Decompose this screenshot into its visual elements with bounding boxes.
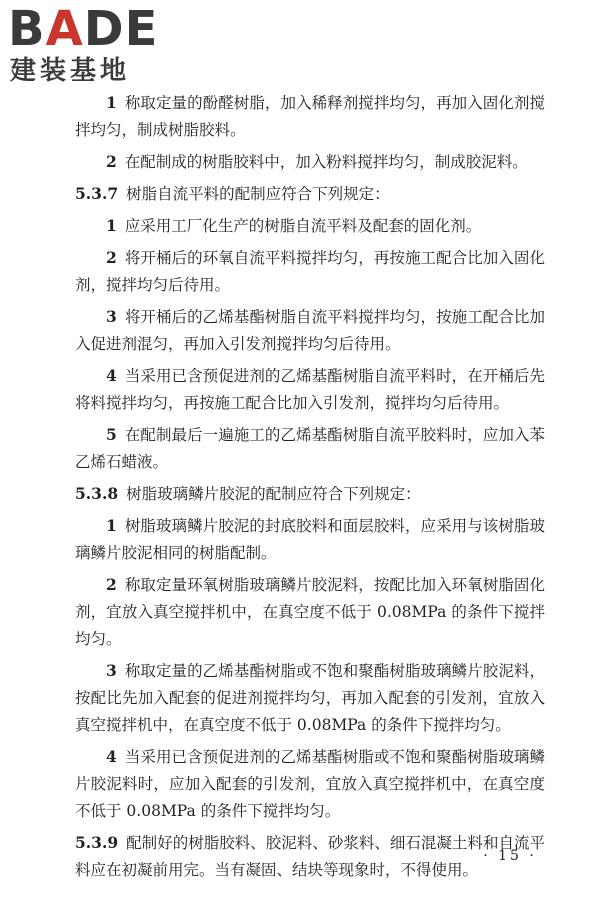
list-item: 2 将开桶后的环氧自流平料搅拌均匀，再按施工配合比加入固化剂，搅拌均匀后待用。	[75, 248, 545, 294]
section-heading: 5.3.9 配制好的树脂胶料、胶泥料、砂浆料、细石混凝土料和自流平料应在初凝前用完。当有凝固、结块等现象时，不得使用。	[75, 833, 545, 879]
logo-subtitle: 建装基地	[10, 56, 131, 86]
list-item: 3 称取定量的乙烯基酯树脂或不饱和聚酯树脂玻璃鳞片胶泥料，按配比先加入配套的促进剂搅拌均匀，再加入配套的引发剂，宜放入真空搅拌机中，在真空度不低于 0.08MPa 的条件下搅拌均匀。	[75, 661, 545, 734]
list-item: 4 当采用已含预促进剂的乙烯基酯树脂自流平料时，在开桶后先将料搅拌均匀，再按施工配合比加入引发剂，搅拌均匀后待用。	[75, 366, 545, 412]
logo-wordmark: BADE	[8, 1, 159, 57]
bade-logo	[8, 1, 178, 90]
list-item: 3 将开桶后的乙烯基酯树脂自流平料搅拌均匀，按施工配合比加入促进剂混匀，再加入引发剂搅拌均匀后待用。	[75, 307, 545, 353]
section-heading: 5.3.8 树脂玻璃鳞片胶泥的配制应符合下列规定：	[75, 484, 421, 503]
document-body	[75, 89, 545, 888]
list-item: 4 当采用已含预促进剂的乙烯基酯树脂或不饱和聚酯树脂玻璃鳞片胶泥料时，应加入配套的引发剂，宜放入真空搅拌机中，在真空度不低于 0.08MPa 的条件下搅拌均匀。	[75, 747, 545, 820]
list-item: 2 在配制成的树脂胶料中，加入粉料搅拌均匀，制成胶泥料。	[106, 152, 528, 171]
list-item: 2 称取定量环氧树脂玻璃鳞片胶泥料，按配比加入环氧树脂固化剂，宜放入真空搅拌机中，在真空度不低于 0.08MPa 的条件下搅拌均匀。	[75, 575, 545, 648]
section-heading: 5.3.7 树脂自流平料的配制应符合下列规定：	[75, 184, 390, 203]
list-item: 1 树脂玻璃鳞片胶泥的封底胶料和面层胶料，应采用与该树脂玻璃鳞片胶泥相同的树脂配制。	[75, 516, 545, 562]
list-item: 1 应采用工厂化生产的树脂自流平料及配套的固化剂。	[106, 216, 482, 235]
page-number: · 15 ·	[483, 848, 537, 864]
list-item: 1 称取定量的酚醛树脂，加入稀释剂搅拌均匀，再加入固化剂搅拌均匀，制成树脂胶料。	[75, 93, 545, 139]
list-item: 5 在配制最后一遍施工的乙烯基酯树脂自流平胶料时，应加入苯乙烯石蜡液。	[75, 425, 545, 471]
